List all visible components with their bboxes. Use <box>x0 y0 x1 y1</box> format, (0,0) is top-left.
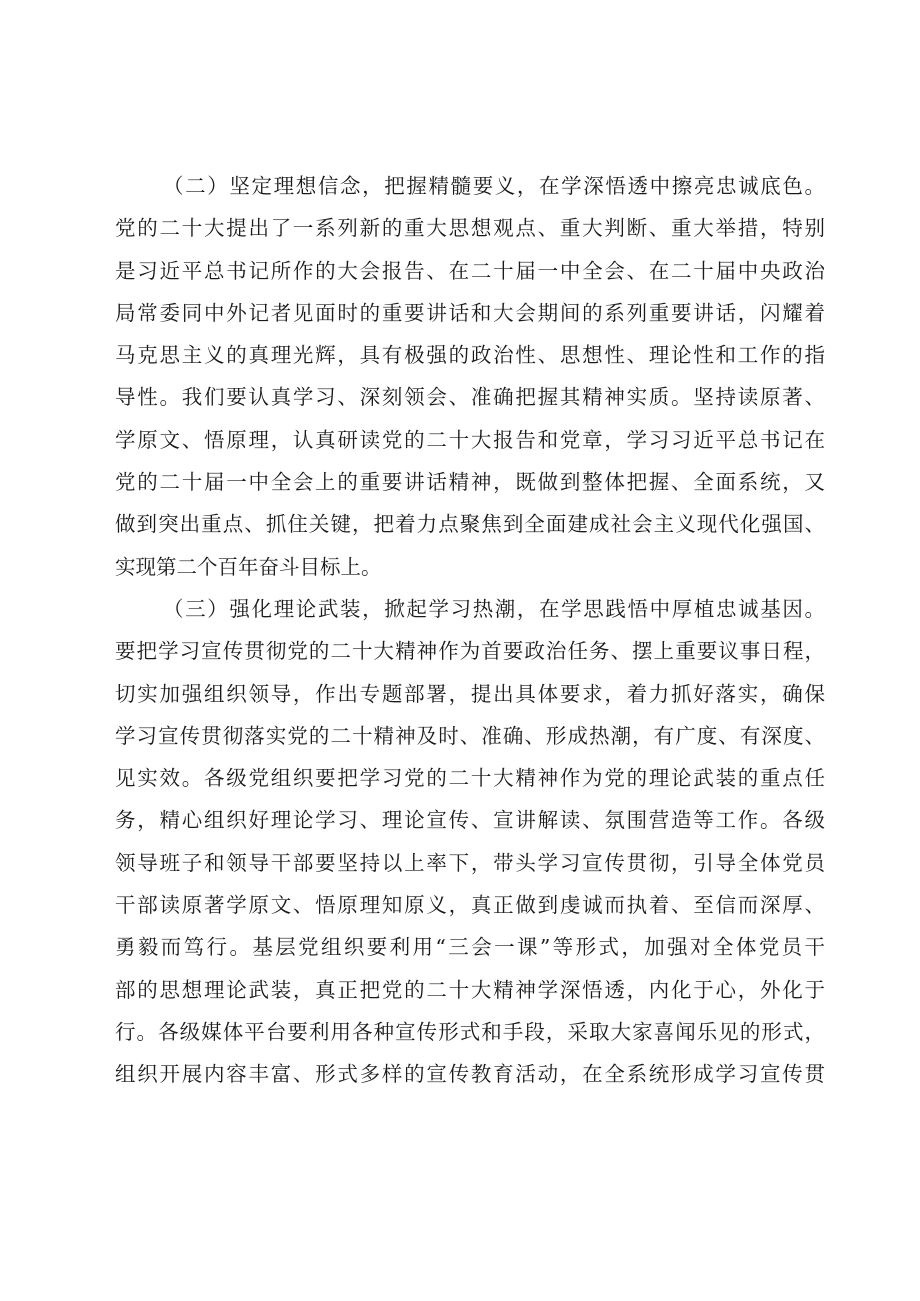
paragraph-line: 党的二十大提出了一系列新的重大思想观点、重大判断、重大举措，特别 <box>115 216 825 241</box>
paragraph-line: 行。各级媒体平台要利用各种宣传形式和手段，采取大家喜闻乐见的形式， <box>115 1019 825 1044</box>
paragraph-line: （二）坚定理想信念，把握精髓要义，在学深悟透中擦亮忠诚底色。 <box>163 174 825 198</box>
document-body <box>115 165 825 1096</box>
paragraph-line: 是习近平总书记所作的大会报告、在二十届一中全会、在二十届中央政治 <box>115 258 825 283</box>
paragraph-line: 干部读原著学原文、悟原理知原义，真正做到虔诚而执着、至信而深厚、 <box>115 893 825 918</box>
paragraph-line: 勇毅而笃行。基层党组织要利用“三会一课”等形式，加强对全体党员干 <box>115 935 825 960</box>
paragraph-line: 实现第二个百年奋斗目标上。 <box>115 554 382 579</box>
paragraph-line: 组织开展内容丰富、形式多样的宣传教育活动，在全系统形成学习宣传贯 <box>115 1062 825 1087</box>
paragraph-line: 马克思主义的真理光辉，具有极强的政治性、思想性、理论性和工作的指 <box>115 343 825 368</box>
paragraph-line: 学原文、悟原理，认真研读党的二十大报告和党章，学习习近平总书记在 <box>115 427 825 452</box>
paragraph-line: （三）强化理论武装，掀起学习热潮，在学思践悟中厚植忠诚基因。 <box>163 596 825 621</box>
paragraph-line: 做到突出重点、抓住关键，把着力点聚焦到全面建成社会主义现代化强国、 <box>115 512 825 537</box>
paragraph-line: 务，精心组织好理论学习、理论宣传、宣讲解读、氛围营造等工作。各级 <box>115 808 825 833</box>
paragraph-line: 要把学习宣传贯彻党的二十大精神作为首要政治任务、摆上重要议事日程， <box>115 639 825 664</box>
paragraph-section-3 <box>115 588 825 1096</box>
paragraph-section-2 <box>115 165 825 588</box>
paragraph-line: 学习宣传贯彻落实党的二十精神及时、准确、形成热潮，有广度、有深度、 <box>115 723 825 748</box>
paragraph-line: 导性。我们要认真学习、深刻领会、准确把握其精神实质。坚持读原著、 <box>115 385 825 410</box>
paragraph-line: 切实加强组织领导，作出专题部署，提出具体要求，着力抓好落实，确保 <box>115 681 825 706</box>
paragraph-line: 领导班子和领导干部要坚持以上率下，带头学习宣传贯彻，引导全体党员 <box>115 850 825 875</box>
paragraph-line: 党的二十届一中全会上的重要讲话精神，既做到整体把握、全面系统，又 <box>115 470 825 495</box>
paragraph-line: 局常委同中外记者见面时的重要讲话和大会期间的系列重要讲话，闪耀着 <box>115 300 825 325</box>
paragraph-line: 见实效。各级党组织要把学习党的二十大精神作为党的理论武装的重点任 <box>115 766 825 791</box>
paragraph-line: 部的思想理论武装，真正把党的二十大精神学深悟透，内化于心，外化于 <box>115 977 825 1002</box>
